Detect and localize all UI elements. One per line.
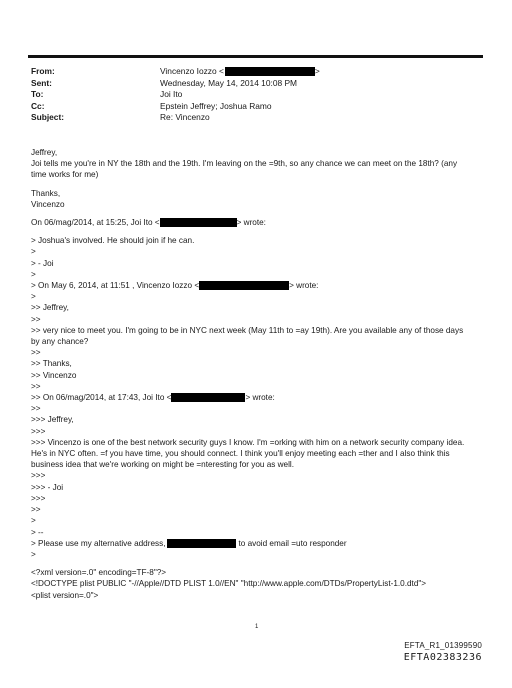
xml-line: <?xml version=.0" encoding=TF-8"?>	[31, 568, 167, 578]
body-line: Thanks,	[31, 188, 61, 198]
spacer	[31, 181, 483, 188]
spacer	[31, 228, 483, 235]
body-line: >>> Vincenzo is one of the best network security guys I know. I'm =orking with him on a network security company idea.	[31, 437, 465, 447]
header-rule	[28, 55, 483, 58]
body-line: >> Thanks,	[31, 359, 72, 369]
redaction-bar	[225, 67, 315, 76]
body-line: He's in NYC often. =f you have time, you should connect. I think you'll enjoy meeting each =ther and I also think this	[31, 449, 450, 459]
body-line: >>	[31, 505, 41, 515]
from-label: From:	[31, 66, 55, 76]
bates-stamp-primary: EFTA_R1_01399590	[404, 641, 482, 650]
redaction-bar	[199, 281, 289, 290]
body-line: time works for me)	[31, 170, 99, 180]
quote-header-line	[31, 217, 483, 228]
sent-value: Wednesday, May 14, 2014 10:08 PM	[160, 77, 298, 88]
cc-label: Cc:	[31, 100, 45, 111]
email-body	[31, 147, 483, 601]
body-line: >	[31, 269, 36, 279]
to-value: Joi Ito	[160, 89, 183, 100]
quote-header-text: >> On 06/mag/2014, at 17:43, Joi Ito <	[31, 393, 172, 403]
body-line: Joi tells me you're in NY the 18th and the 19th. I'm leaving on the =9th, so any chance we can meet on the 18th? (any	[31, 159, 458, 169]
subject-value: Re: Vincenzo	[160, 112, 210, 123]
body-line: >>	[31, 314, 41, 324]
xml-line: <plist version=.0">	[31, 590, 99, 600]
body-line: >	[31, 549, 36, 559]
quote-header-text: On 06/mag/2014, at 15:25, Joi Ito <	[31, 218, 160, 228]
body-line: >	[31, 247, 36, 257]
subject-label: Subject:	[31, 112, 65, 123]
body-line: >	[31, 516, 36, 526]
xml-line: <!DOCTYPE plist PUBLIC "-//Apple//DTD PLIST 1.0//EN" "http://www.apple.com/DTDs/PropertyList-1.0.dtd">	[31, 579, 427, 589]
body-line: >> Vincenzo	[31, 370, 77, 380]
redaction-bar	[160, 218, 237, 227]
body-line: >>	[31, 381, 41, 391]
from-name: Vincenzo Iozzo <	[160, 66, 224, 76]
body-line: >>>	[31, 426, 46, 436]
quote-header-suffix: > wrote:	[245, 393, 275, 403]
alt-address-suffix: to avoid email =uto responder	[238, 538, 347, 548]
from-value: Vincenzo Iozzo < >	[160, 66, 320, 76]
body-line: >>>	[31, 471, 46, 481]
cc-value: Epstein Jeffrey; Joshua Ramo	[160, 100, 272, 111]
quote-header-suffix: > wrote:	[236, 218, 266, 228]
sent-label: Sent:	[31, 77, 52, 88]
body-line: by any chance?	[31, 337, 89, 347]
alt-address-line	[31, 538, 483, 549]
redaction-bar	[167, 539, 236, 548]
quote-header-text: > On May 6, 2014, at 11:51 , Vincenzo Iozzo <	[31, 281, 200, 291]
body-line: >>	[31, 404, 41, 414]
bates-stamp-secondary: EFTA02383236	[403, 652, 482, 663]
spacer	[31, 210, 483, 217]
quote-header-suffix: > wrote:	[289, 281, 319, 291]
body-line: > Joshua's involved. He should join if he can.	[31, 236, 195, 246]
alt-address-text: > Please use my alternative address,	[31, 538, 166, 548]
body-line: >	[31, 292, 36, 302]
body-line: Vincenzo	[31, 199, 65, 209]
to-label: To:	[31, 89, 44, 100]
redaction-bar	[171, 393, 245, 402]
spacer	[31, 560, 483, 567]
quote-header-line	[31, 280, 483, 291]
page-number: 1	[255, 624, 259, 630]
quote-header-line	[31, 392, 483, 403]
body-line: business idea that we're working on might be =nteresting for you as well.	[31, 460, 295, 470]
body-line: >> Jeffrey,	[31, 303, 69, 313]
body-line: >>	[31, 348, 41, 358]
body-line: > - Joi	[31, 258, 54, 268]
body-line: > --	[31, 527, 44, 537]
body-line: >> very nice to meet you. I'm going to be in NYC next week (May 11th to =ay 19th). Are you available any of those days	[31, 325, 464, 335]
body-line: Jeffrey,	[31, 148, 58, 157]
body-line: >>>	[31, 493, 46, 503]
body-line: >>> Jeffrey,	[31, 415, 74, 425]
body-line: >>> - Joi	[31, 482, 64, 492]
